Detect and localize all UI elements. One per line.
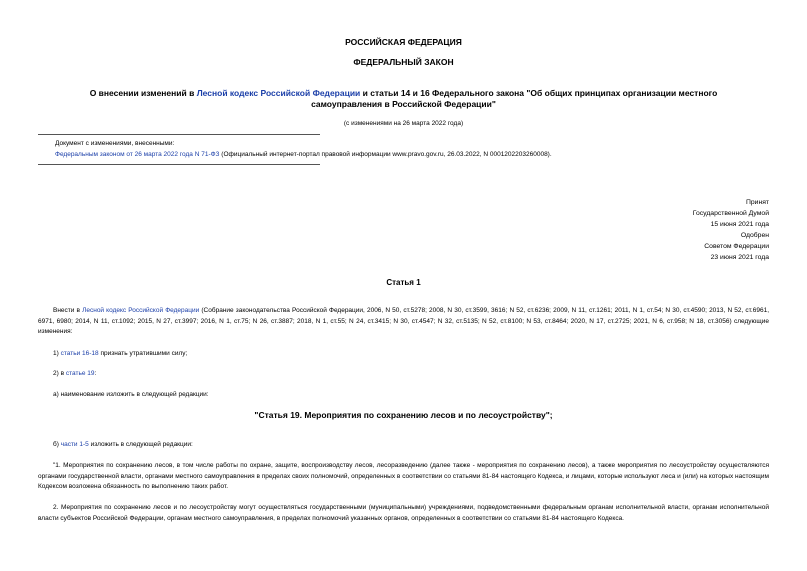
item-1-prefix: 1) bbox=[53, 350, 61, 357]
item-b-rest: изложить в следующей редакции: bbox=[88, 441, 193, 448]
docinfo-bottom-divider bbox=[38, 164, 320, 165]
forest-code-link[interactable]: Лесной кодекс Российской Федерации bbox=[82, 307, 200, 314]
intro-prefix: Внести в bbox=[53, 307, 83, 314]
item-2-rest: : bbox=[94, 370, 97, 377]
item-2 bbox=[38, 369, 769, 380]
edition-note: (с изменениями на 26 марта 2022 года) bbox=[343, 120, 464, 127]
amendment-source: (Официальный интернет-портал правовой информации www.pravo.gov.ru, 26.03.2022, N 0001202203260008). bbox=[219, 151, 552, 158]
item-1-rest: признать утратившими силу; bbox=[98, 350, 188, 357]
docinfo-amendment bbox=[55, 149, 775, 160]
articles-16-18-link[interactable]: статьи 16-18 bbox=[60, 350, 99, 357]
item-b bbox=[38, 440, 769, 451]
adopted-date: 15 июня 2021 года bbox=[710, 221, 769, 228]
part-2-text: 2. Мероприятия по сохранению лесов и по лесоустройству могут осуществляться государственными (муниципальными) учреждениями, подведомственными федеральным органам исполнительной власти, органам исполнительной власти субъектов Российской Федерации, органам местного самоуправления, в пределах полномочий указанных органов, определенных в соответствии со статьями 81-84 настоящего Кодекса. bbox=[38, 504, 769, 522]
law-title bbox=[60, 88, 747, 110]
docinfo-top-divider bbox=[38, 134, 320, 135]
law-type-heading: ФЕДЕРАЛЬНЫЙ ЗАКОН bbox=[353, 57, 454, 67]
forest-code-title-link[interactable]: Лесной кодекс Российской Федерации bbox=[196, 88, 361, 98]
adoption-block bbox=[693, 197, 769, 263]
adopted-label: Принят bbox=[745, 199, 769, 206]
approved-by: Советом Федерации bbox=[704, 243, 769, 250]
item-a: а) наименование изложить в следующей редакции: bbox=[53, 391, 209, 398]
country-heading: РОССИЙСКАЯ ФЕДЕРАЦИЯ bbox=[345, 37, 462, 47]
part-1-text: "1. Мероприятия по сохранению лесов, в том числе работы по охране, защите, воспроизводству лесов, лесоразведению (далее также - мероприятия по сохранению лесов), а также мероприятия по лесоустройству осуществляются органами государственной власти, органами местного самоуправления в пределах своих полномочий, определенных в соответствии со статьями 81-84 настоящего Кодекса, и лицами, которые используют леса и (или) на которых настоящим Кодексом возложена обязанность по выполнению таких работ. bbox=[38, 462, 769, 490]
docinfo-block bbox=[55, 138, 775, 160]
docinfo-label: Документ с изменениями, внесенными: bbox=[55, 140, 175, 147]
article-intro bbox=[38, 306, 769, 338]
article-19-link[interactable]: статье 19 bbox=[65, 370, 95, 377]
law-title-suffix: и статьи 14 и 16 Федерального закона "Об общих принципах организации местного самоуправления в Российской Федерации" bbox=[311, 88, 718, 109]
item-b-prefix: б) bbox=[53, 441, 61, 448]
approved-date: 23 июня 2021 года bbox=[710, 254, 769, 261]
item-1 bbox=[38, 349, 769, 360]
intro-rest: (Собрание законодательства Российской Федерации, 2006, N 50, ст.5278; 2008, N 30, ст.3599, 3616; N 52, ст.6236; 2009, N 11, ст.1261; 2011, N 1, ст.54; N 30, ст.4590; 2013, N 52, ст.6961, 6971, 6980; 2014, N 11, ст.1092; 2015, N 27, ст.3997; 2016, N 1, ст.75; N 26, ст.3887; 2018, N 1, ст.55; N 24, ст.3415; N 30, ст.4547; N 32, ст.5135; N 52, ст.8100; N 53, ст.8464; 2020, N 17, ст.2725; 2021, N 6, ст.958; N 18, ст.3056) следующие изменения: bbox=[38, 307, 769, 335]
article-heading: Статья 1 bbox=[386, 278, 421, 287]
new-article-title: "Статья 19. Мероприятия по сохранению лесов и по лесоустройству"; bbox=[254, 410, 553, 420]
law-title-prefix: О внесении изменений в bbox=[89, 88, 197, 98]
adopted-by: Государственной Думой bbox=[692, 210, 769, 217]
approved-label: Одобрен bbox=[740, 232, 769, 239]
amendment-law-link[interactable]: Федеральным законом от 26 марта 2022 года N 71-ФЗ bbox=[55, 151, 220, 158]
parts-1-5-link[interactable]: части 1-5 bbox=[60, 441, 89, 448]
item-2-prefix: 2) в bbox=[53, 370, 66, 377]
